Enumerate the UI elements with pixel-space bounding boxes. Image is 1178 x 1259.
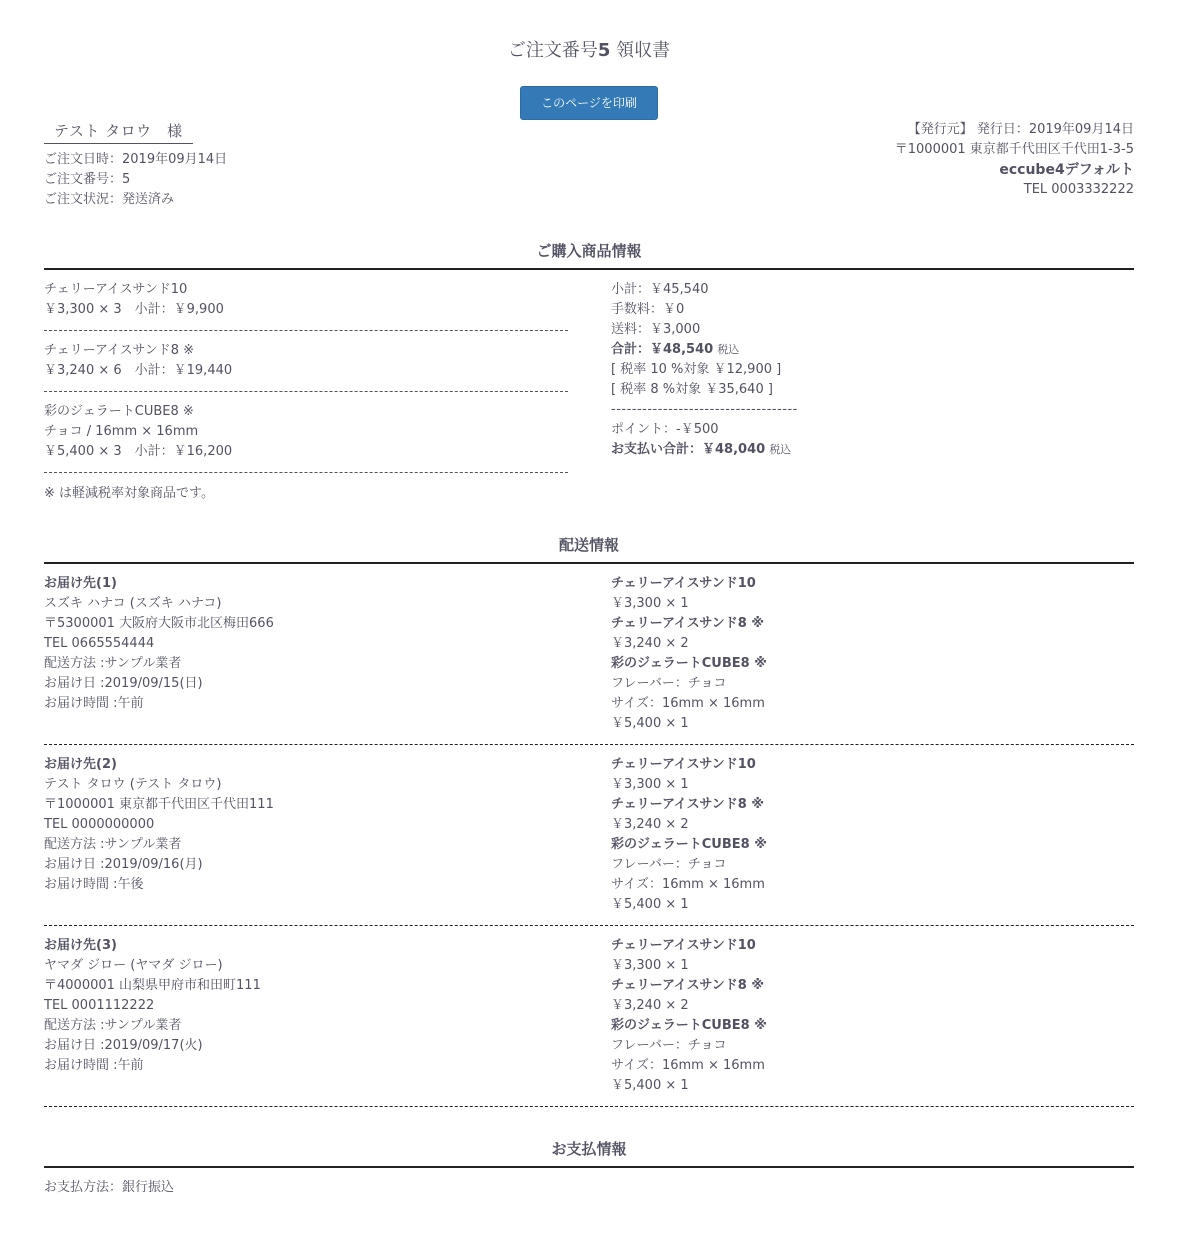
shipping-block bbox=[44, 755, 1134, 926]
ship-heading: お届け先(3) bbox=[44, 938, 117, 953]
payment-section-title: お支払情報 bbox=[551, 1140, 627, 1158]
ship-product-qty: ￥3,240 × 2 bbox=[611, 636, 689, 651]
ship-heading: お届け先(2) bbox=[44, 757, 117, 772]
list-item bbox=[44, 341, 568, 392]
ship-product-name: チェリーアイスサンド8 ※ bbox=[611, 978, 764, 993]
ship-product-name: チェリーアイスサンド10 bbox=[611, 757, 756, 772]
ship-date: お届け日 :2019/09/17(火) bbox=[44, 1038, 203, 1053]
payment-total-amount: お支払い合計：￥48,040 bbox=[611, 442, 766, 457]
shipping-section-title: 配送情報 bbox=[558, 536, 619, 554]
totals-divider: ------------------------------------ bbox=[611, 402, 798, 417]
title-order-number: 5 bbox=[597, 40, 611, 61]
payment-rule bbox=[44, 1166, 1134, 1168]
item-name: チェリーアイスサンド8 ※ bbox=[44, 343, 195, 358]
ship-name: スズキ ハナコ (スズキ ハナコ) bbox=[44, 596, 222, 611]
item-line: ￥3,240 × 6 小計：￥19,440 bbox=[44, 363, 233, 378]
total-amount: 合計：￥48,540 bbox=[611, 342, 714, 357]
issuer-tel: TEL 0003332222 bbox=[1023, 182, 1134, 197]
ship-product-size: サイズ：16mm × 16mm bbox=[611, 877, 765, 892]
issuer-info bbox=[895, 120, 1134, 200]
order-number: ご注文番号：5 bbox=[44, 172, 131, 187]
ship-product-flavor: フレーバー：チョコ bbox=[611, 676, 727, 691]
payment-total bbox=[611, 440, 1134, 460]
ship-product-name: 彩のジェラートCUBE8 ※ bbox=[611, 1018, 767, 1033]
ship-product-name: チェリーアイスサンド8 ※ bbox=[611, 797, 764, 812]
shipping-rule bbox=[44, 562, 1134, 564]
item-name: 彩のジェラートCUBE8 ※ bbox=[44, 404, 194, 419]
total bbox=[611, 340, 1134, 360]
ship-product-name: チェリーアイスサンド10 bbox=[611, 576, 756, 591]
tax-included-label: 税込 bbox=[769, 443, 792, 456]
item-option: チョコ / 16mm × 16mm bbox=[44, 424, 199, 439]
list-item bbox=[44, 280, 568, 331]
ship-heading: お届け先(1) bbox=[44, 576, 117, 591]
ship-product-name: 彩のジェラートCUBE8 ※ bbox=[611, 656, 767, 671]
tax-included-label: 税込 bbox=[717, 343, 740, 356]
ship-product-name: チェリーアイスサンド8 ※ bbox=[611, 616, 764, 631]
ship-method: 配送方法 :サンプル業者 bbox=[44, 1018, 182, 1033]
ship-address: 〒5300001 大阪府大阪市北区梅田666 bbox=[44, 616, 274, 631]
ship-method: 配送方法 :サンプル業者 bbox=[44, 837, 182, 852]
ship-time: お届け時間 :午後 bbox=[44, 877, 144, 892]
title-prefix: ご注文番号 bbox=[507, 40, 598, 61]
ship-name: テスト タロウ (テスト タロウ) bbox=[44, 777, 222, 792]
ship-product-flavor: フレーバー：チョコ bbox=[611, 857, 727, 872]
ship-product-size: サイズ：16mm × 16mm bbox=[611, 1058, 765, 1073]
ship-product-flavor: フレーバー：チョコ bbox=[611, 1038, 727, 1053]
fee: 手数料：￥0 bbox=[611, 302, 685, 317]
ship-product-qty: ￥3,300 × 1 bbox=[611, 958, 689, 973]
item-name: チェリーアイスサンド10 bbox=[44, 282, 188, 297]
purchase-rule bbox=[44, 268, 1134, 270]
ship-product-qty: ￥5,400 × 1 bbox=[611, 1078, 689, 1093]
subtotal: 小計：￥45,540 bbox=[611, 282, 709, 297]
purchase-section-title: ご購入商品情報 bbox=[536, 242, 642, 260]
ship-address: 〒1000001 東京都千代田区千代田111 bbox=[44, 797, 274, 812]
title-suffix: 領収書 bbox=[610, 40, 671, 61]
ship-time: お届け時間 :午前 bbox=[44, 696, 144, 711]
ship-product-qty: ￥5,400 × 1 bbox=[611, 716, 689, 731]
order-totals bbox=[611, 280, 1134, 460]
customer-info bbox=[44, 120, 227, 210]
reduced-tax-note: ※ は軽減税率対象商品です。 bbox=[44, 486, 214, 501]
customer-name: テスト タロウ 様 bbox=[44, 120, 193, 144]
list-item bbox=[44, 402, 568, 473]
ship-product-qty: ￥5,400 × 1 bbox=[611, 897, 689, 912]
tax8-breakdown: [ 税率 8 %対象 ￥35,640 ] bbox=[611, 382, 773, 397]
ship-date: お届け日 :2019/09/15(日) bbox=[44, 676, 203, 691]
shipping-block bbox=[44, 574, 1134, 745]
ship-product-qty: ￥3,240 × 2 bbox=[611, 817, 689, 832]
item-line: ￥5,400 × 3 小計：￥16,200 bbox=[44, 444, 233, 459]
tax10-breakdown: [ 税率 10 %対象 ￥12,900 ] bbox=[611, 362, 782, 377]
ship-tel: TEL 0001112222 bbox=[44, 998, 155, 1013]
ship-name: ヤマダ ジロー (ヤマダ ジロー) bbox=[44, 958, 223, 973]
payment-method: お支払方法：銀行振込 bbox=[44, 1180, 175, 1195]
shipping-fee: 送料：￥3,000 bbox=[611, 322, 701, 337]
issue-date: 【発行元】 発行日：2019年09月14日 bbox=[907, 122, 1134, 137]
ship-tel: TEL 0665554444 bbox=[44, 636, 155, 651]
page-title bbox=[44, 38, 1134, 64]
ship-address: 〒4000001 山梨県甲府市和田町111 bbox=[44, 978, 261, 993]
ship-product-name: 彩のジェラートCUBE8 ※ bbox=[611, 837, 767, 852]
item-line: ￥3,300 × 3 小計：￥9,900 bbox=[44, 302, 224, 317]
shipping-block bbox=[44, 936, 1134, 1107]
ship-product-qty: ￥3,240 × 2 bbox=[611, 998, 689, 1013]
ship-date: お届け日 :2019/09/16(月) bbox=[44, 857, 203, 872]
ship-method: 配送方法 :サンプル業者 bbox=[44, 656, 182, 671]
ship-tel: TEL 0000000000 bbox=[44, 817, 155, 832]
ship-time: お届け時間 :午前 bbox=[44, 1058, 144, 1073]
order-date: ご注文日時：2019年09月14日 bbox=[44, 152, 228, 167]
print-page-button[interactable]: このページを印刷 bbox=[520, 86, 658, 120]
issuer-address: 〒1000001 東京都千代田区千代田1-3-5 bbox=[894, 142, 1134, 157]
points: ポイント：-￥500 bbox=[611, 422, 719, 437]
ship-product-qty: ￥3,300 × 1 bbox=[611, 596, 689, 611]
shop-name: eccube4デフォルト bbox=[999, 162, 1134, 178]
purchase-items bbox=[44, 280, 568, 483]
ship-product-name: チェリーアイスサンド10 bbox=[611, 938, 756, 953]
ship-product-size: サイズ：16mm × 16mm bbox=[611, 696, 765, 711]
order-status: ご注文状況：発送済み bbox=[44, 192, 175, 207]
ship-product-qty: ￥3,300 × 1 bbox=[611, 777, 689, 792]
